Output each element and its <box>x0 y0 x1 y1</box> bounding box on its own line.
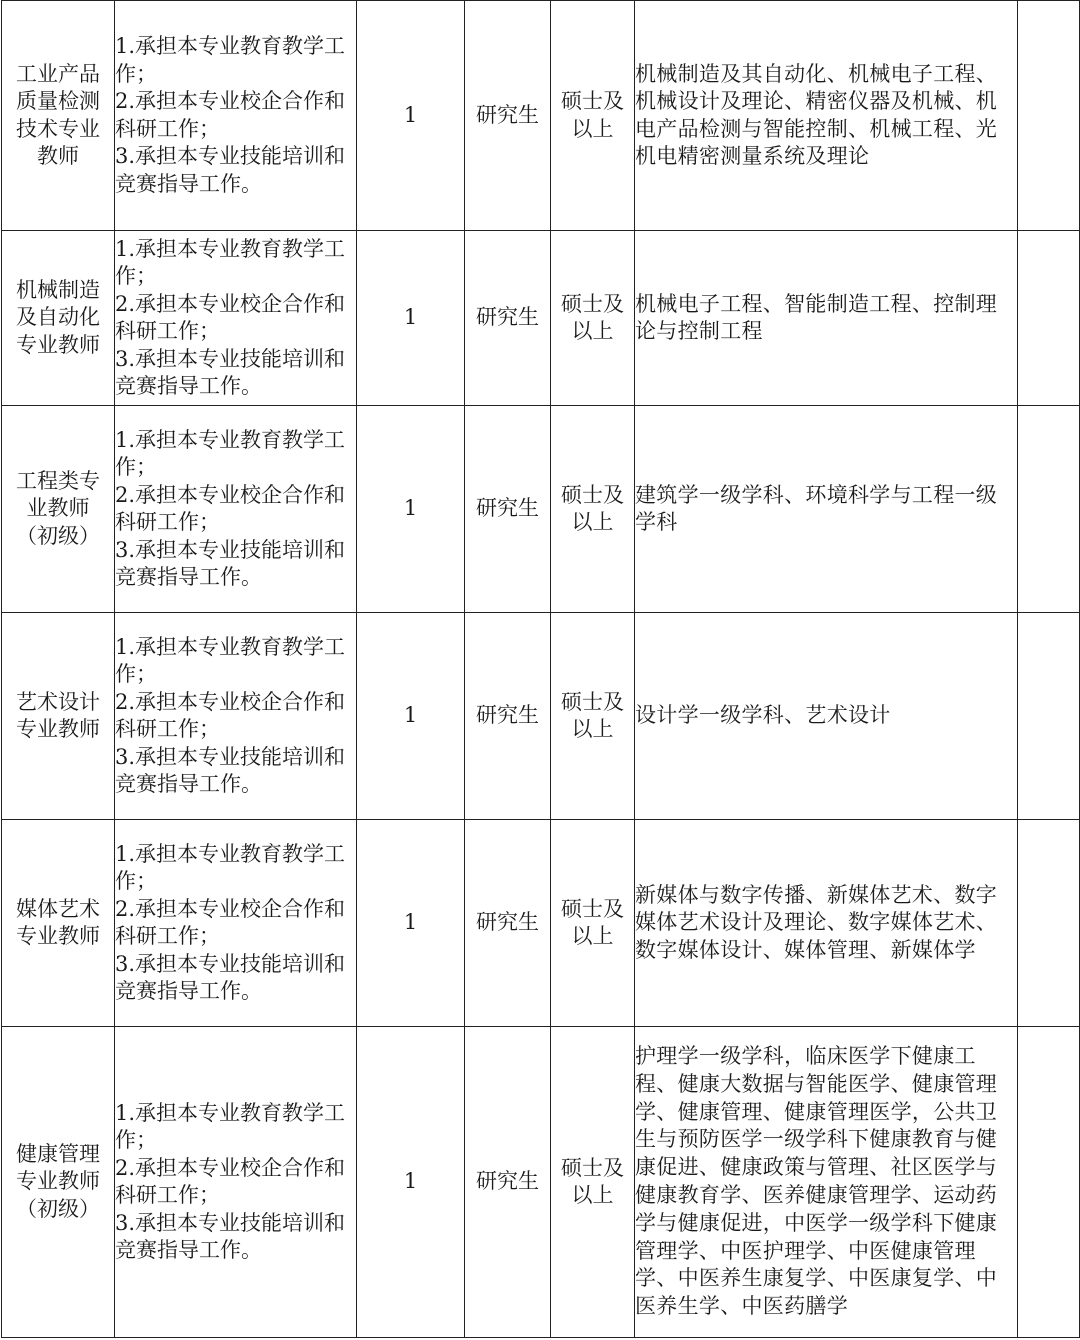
major-cell: 建筑学一级学科、环境科学与工程一级学科 <box>635 406 1018 613</box>
note-cell <box>1018 1027 1080 1338</box>
duties-cell <box>115 1027 357 1338</box>
headcount-cell: 1 <box>357 1027 465 1338</box>
duty-item: 1.承担本专业教育教学工作； <box>115 34 346 86</box>
duties-cell <box>115 1 357 231</box>
position-name-line: 工业产品 <box>16 61 100 86</box>
degree-line: 硕士及 <box>561 89 624 113</box>
duty-item: 2.承担本专业校企合作和科研工作； <box>115 482 346 534</box>
position-name-cell <box>2 613 115 820</box>
duties-cell <box>115 406 357 613</box>
education-cell: 研究生 <box>465 613 551 820</box>
position-name-cell <box>2 820 115 1027</box>
degree-cell <box>551 820 635 1027</box>
duty-item: 1.承担本专业教育教学工作； <box>115 841 346 893</box>
degree-line: 硕士及 <box>561 689 624 714</box>
duty-item: 2.承担本专业校企合作和科研工作； <box>115 291 346 343</box>
duty-item: 1.承担本专业教育教学工作； <box>115 236 346 288</box>
note-cell <box>1018 820 1080 1027</box>
duty-item: 2.承担本专业校企合作和科研工作； <box>115 1155 346 1207</box>
position-name-line: 健康管理 <box>16 1141 100 1166</box>
table-row <box>2 1027 1080 1338</box>
headcount-cell: 1 <box>357 406 465 613</box>
duty-item: 2.承担本专业校企合作和科研工作； <box>115 896 346 948</box>
position-name-line: 专业教师 <box>16 924 100 948</box>
duty-item: 3.承担本专业技能培训和竞赛指导工作。 <box>115 537 346 589</box>
degree-cell <box>551 231 635 406</box>
degree-line: 以上 <box>571 319 614 343</box>
degree-cell <box>551 613 635 820</box>
position-table <box>1 0 1080 1338</box>
education-cell: 研究生 <box>465 406 551 613</box>
education-cell: 研究生 <box>465 1027 551 1338</box>
duty-item: 3.承担本专业技能培训和竞赛指导工作。 <box>115 744 346 796</box>
degree-line: 硕士及 <box>561 896 624 921</box>
table-row <box>2 820 1080 1027</box>
position-table-body <box>2 1 1080 1338</box>
position-name-line: 专业教师 <box>16 717 100 741</box>
degree-line: 以上 <box>571 116 614 141</box>
degree-line: 硕士及 <box>561 1155 624 1180</box>
duties-cell <box>115 613 357 820</box>
degree-cell <box>551 1 635 231</box>
major-cell: 设计学一级学科、艺术设计 <box>635 613 1018 820</box>
duty-item: 1.承担本专业教育教学工作； <box>115 427 346 479</box>
position-name-line: 专业教师 <box>16 1169 100 1194</box>
degree-line: 以上 <box>571 717 614 741</box>
note-cell <box>1018 613 1080 820</box>
table-row <box>2 406 1080 613</box>
duty-item: 3.承担本专业技能培训和竞赛指导工作。 <box>115 951 346 1003</box>
note-cell <box>1018 406 1080 613</box>
duty-item: 3.承担本专业技能培训和竞赛指导工作。 <box>115 144 346 196</box>
position-name-line: （初级） <box>16 1196 100 1221</box>
degree-line: 以上 <box>571 510 614 534</box>
major-cell: 机械电子工程、智能制造工程、控制理论与控制工程 <box>635 231 1018 406</box>
position-name-line: 及自动化 <box>16 305 100 330</box>
position-name-line: 媒体艺术 <box>16 896 100 921</box>
position-name-line: 质量检测 <box>16 89 100 113</box>
duties-cell <box>115 820 357 1027</box>
position-name-cell <box>2 1 115 231</box>
table-row <box>2 1 1080 231</box>
degree-line: 以上 <box>571 924 614 948</box>
duty-item: 1.承担本专业教育教学工作； <box>115 634 346 686</box>
position-name-cell <box>2 231 115 406</box>
headcount-cell: 1 <box>357 1 465 231</box>
position-name-line: 教师 <box>37 144 79 168</box>
major-cell: 新媒体与数字传播、新媒体艺术、数字媒体艺术设计及理论、数字媒体艺术、数字媒体设计、媒体管理、新媒体学 <box>635 820 1018 1027</box>
education-cell: 研究生 <box>465 231 551 406</box>
position-name-line: 技术专业 <box>16 116 100 141</box>
duty-item: 3.承担本专业技能培训和竞赛指导工作。 <box>115 346 346 398</box>
duty-item: 3.承担本专业技能培训和竞赛指导工作。 <box>115 1210 346 1262</box>
position-name-line: 艺术设计 <box>16 689 100 714</box>
table-row <box>2 231 1080 406</box>
position-name-line: 专业教师 <box>16 332 100 357</box>
degree-cell <box>551 406 635 613</box>
degree-line: 以上 <box>571 1183 614 1207</box>
duty-item: 2.承担本专业校企合作和科研工作； <box>115 89 346 141</box>
position-name-cell <box>2 406 115 613</box>
duty-item: 1.承担本专业教育教学工作； <box>115 1100 346 1152</box>
education-cell: 研究生 <box>465 820 551 1027</box>
note-cell <box>1018 231 1080 406</box>
headcount-cell: 1 <box>357 613 465 820</box>
major-cell: 护理学一级学科，临床医学下健康工程、健康大数据与智能医学、健康管理学、健康管理、健康管理医学，公共卫生与预防医学一级学科下健康教育与健康促进、健康政策与管理、社区医学与健康教育学、医养健康管理学、运动药学与健康促进，中医学一级学科下健康管理学、中医护理学、中医健康管理学、中医养生康复学、中医康复学、中医养生学、中医药膳学 <box>635 1027 1018 1338</box>
position-name-line: （初级） <box>16 523 100 548</box>
note-cell <box>1018 1 1080 231</box>
position-name-line: 工程类专 <box>16 468 100 493</box>
education-cell: 研究生 <box>465 1 551 231</box>
degree-line: 硕士及 <box>561 482 624 507</box>
degree-cell <box>551 1027 635 1338</box>
table-row <box>2 613 1080 820</box>
headcount-cell: 1 <box>357 231 465 406</box>
position-name-line: 业教师 <box>26 496 90 521</box>
duty-item: 2.承担本专业校企合作和科研工作； <box>115 689 346 741</box>
major-cell: 机械制造及其自动化、机械电子工程、机械设计及理论、精密仪器及机械、机电产品检测与智能控制、机械工程、光机电精密测量系统及理论 <box>635 1 1018 231</box>
degree-line: 硕士及 <box>561 291 624 316</box>
headcount-cell: 1 <box>357 820 465 1027</box>
duties-cell <box>115 231 357 406</box>
position-name-cell <box>2 1027 115 1338</box>
position-name-line: 机械制造 <box>16 277 100 302</box>
